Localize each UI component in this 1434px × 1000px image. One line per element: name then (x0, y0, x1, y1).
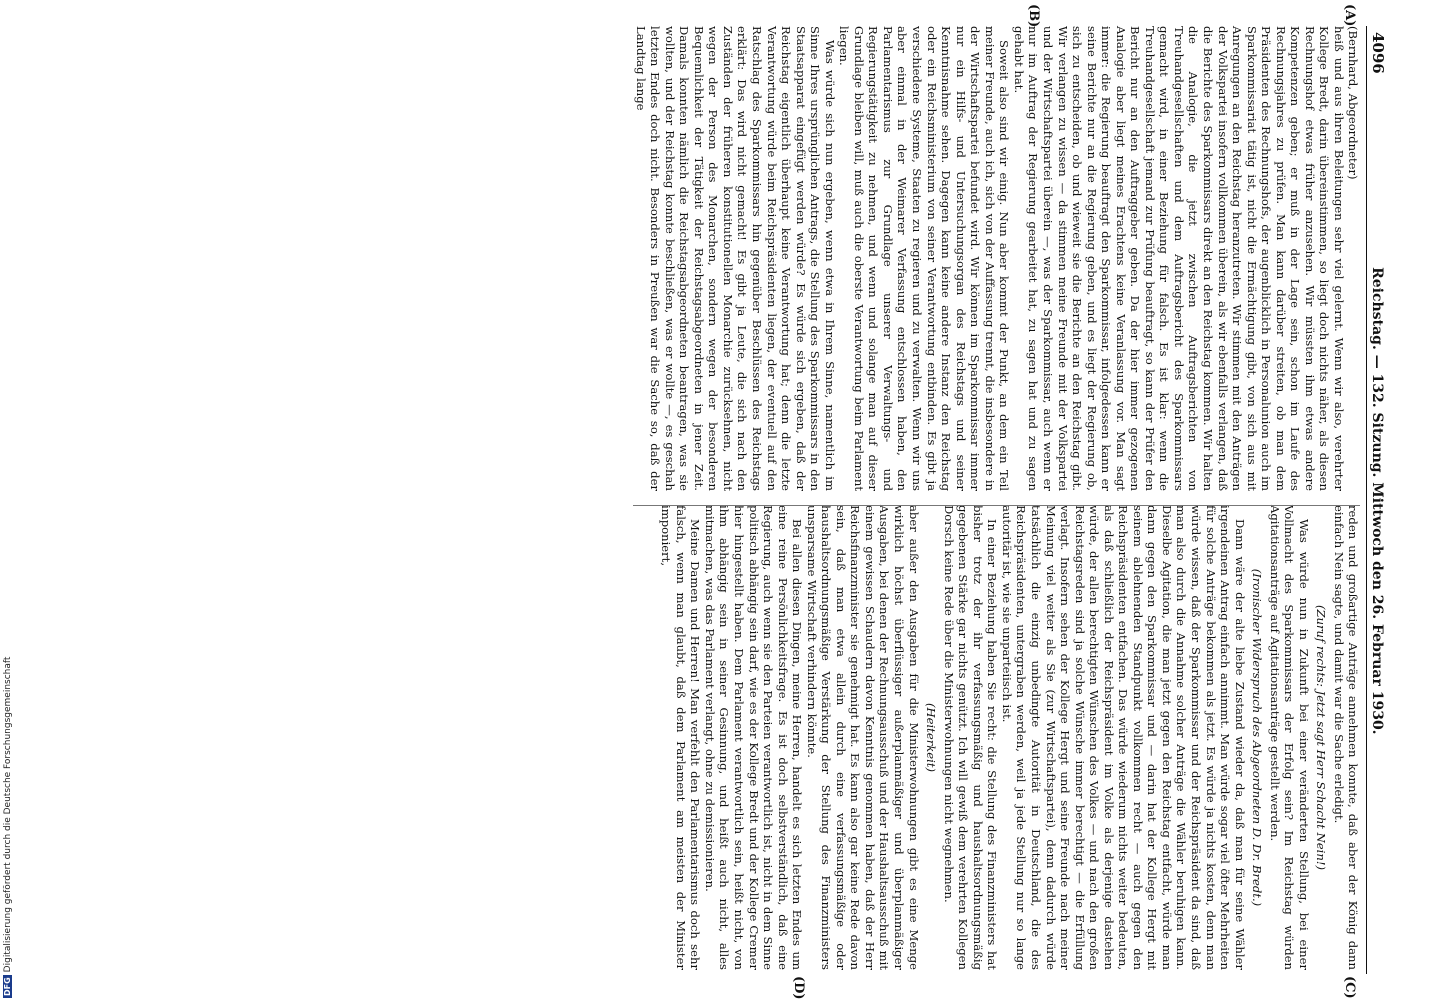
paragraph: Dann wäre der alte liebe Zustand wieder da, daß man für seine Wähler irgendeinen Antrag einfach annimmt. Man würde sogar viel öfter Mehrheiten für solche Anträge bekommen als jetzt. Es würde ja nichts kosten, denn man würde wissen, daß der Sparkommissar und der Reichspräsident da sind, daß man also durch die Annahme solcher Anträge die Wähler beruhigen kann. Dieselbe Agitation, die man jetzt gegen den Reichstag entfacht, würde man dann gegen den Sparkommissar und — darin hat der Kollege Hergt mit seinem ablehnenden Standpunkt vollkommen recht — auch gegen den Reichspräsidenten entfachen. Das würde wiederum nichts weiter bedeuten, als daß schließlich der Reichspräsident im Volke als derjenige dastehen würde, der allen berechtigten Wünschen des Volkes — und nach den großen Reichstagsreden sind ja solche Wünsche immer berechtigt — die Erfüllung verlagt. Insofern sehen der Kollege Hergt und seine Freunde nach meiner Meinung viel weiter als Sie (zur Wirtschaftspartei), denn dadurch würde tatsächlich die einzig unbedingte Autorität in Deutschland, die des Reichspräsidenten, untergraben werden, weil ja jede Stellung nur so lange autoritär ist, wie sie unparteiisch ist. (999, 505, 1247, 970)
page-number: 4096 (1369, 32, 1387, 74)
paragraph: (Bernhard, Abgeordneter) (1346, 26, 1361, 180)
margin-marker-b: (B) (1026, 4, 1042, 28)
paragraph: heiß und aus ihren Beleitungen sehr viel gelernt. Wenn wir also, verehrter Kollege Bredt, darin übereinstimmen, so liegt doch nichts näher, als diesen Rechnungshof etwas früher anzusehen. Wir müssten ihm etwas andere Kompetenzen geben; er muß in der Lage sein, schon im Laufe des Rechnungsjahres zu prüfen. Man kann darüber streiten, ob man dem Präsidenten des Rechnungshofs, der augenblicklich in Personalunion auch im Sparkommissariat tätig ist, nicht die Ermächtigung gibt, von sich aus mit Anregungen an den Reichstag heranzutreten. Wir stimmen mit den Anträgen der Volkspartei insofern vollkommen überein, als wir ebenfalls verlangen, daß die Berichte des Sparkommissars direkt an den Reichstag kommen. Wir halten die Analogie, die jetzt zwischen Auftragsberichten von Treuhandgesellschaften und dem Auftragsbericht des Sparkommissars gemacht wird, in einer Beziehung für falsch. Es ist klar: wenn die Treuhandgesellschaft jemand zur Prüfung beauftragt, so kann der Prüfer den Bericht nur an den Auftraggeber geben. Da der hier immer gezogenen Analogie aber liegt meines Erachtens keine Veranlassung vor. Man sagt immer: die Regierung beauftragt den Sparkommissar, infolgedessen kann er seine Berichte nur an die Regierung geben, und es liegt der Regierung ob, sich zu entscheiden, ob und wieweit sie die Berichte an den Reichstag gibt. Wir verlangen zu wissen — da stimmen meine Freunde mit der Volkspartei und der Wirtschaftspartei überein —, was der Sparkommissar, auch wenn er nur im Auftrag der Regierung gearbeitet hat, zu sagen hat und zu sagen gehabt hat. (1011, 26, 1346, 491)
paragraph: (Heiterkeit) (924, 702, 939, 773)
column-divider (633, 505, 1360, 506)
running-title: Reichstag. — 132. Sitzung. Mittwoch den 26. Februar 1930. (1369, 267, 1385, 735)
digitization-credit (3, 598, 13, 998)
margin-marker-d: (D) (791, 976, 807, 1000)
dfg-logo: DFG (3, 977, 12, 996)
paragraph: In einer Beziehung haben Sie recht: die Stellung des Finanzministers hat bisher trotz der ihr verfassungsmäßig und haushaltsordnungsmäßig gegebenen Stärke gar nichts genützt. Ich will gewiß dem verehrten Kollegen Dorsch keine Rede über die Ministerwohnungen nicht wegnehmen. (941, 505, 1000, 970)
paragraph: Was würde nun in Zukunft bei einer veränderten Stellung, bei einer Vollmacht des Sparkommissars der Erfolg sein? Im Reichstag würden Agitationsanträge auf Agitationsanträge gestellt werden. (1267, 505, 1311, 970)
left-column (633, 26, 1360, 491)
document-page (105, 0, 1395, 1000)
paragraph: Soweit also sind wir einig. Nun aber kommt der Punkt, an dem ein Teil meiner Freunde, auch ich, sich von der Auffassung trennt, die insbesondere in der Wirtschaftspartei befundet wird. Wir können im Sparkommissar immer nur ein Hilfs- und Untersuchungsorgan des Reichstags und seiner Kenntnisnahme sehen. Dagegen kann keine andere Instanz den Reichstag oder ein Reichsministerium von seiner Verantwortung entbinden. Es gibt ja verschiedene Systeme, Staaten zu regieren und zu verwalten. Wenn wir uns aber einmal in der Weimarer Verfassung entschlossen haben, den Parlamentarismus zur Grundlage unserer Verwaltungs- und Regierungstätigkeit zu nehmen, und wenn und solange man auf dieser Grundlage bleiben will, muß auch die oberste Verantwortung beim Parlament liegen. (837, 26, 1012, 491)
credit-text: Digitalisierung gefördert durch die Deutsche Forschungsgemeinschaft (3, 656, 13, 973)
paragraph: Bei allen diesen Dingen, meine Herren, handelt es sich letzten Endes um eine reine Persönlichkeitsfrage. Es ist doch selbstverständlich, daß eine Regierung, auch wenn sie den Parteien verantwortlich ist, nicht in dem Sinne politisch abhängig sein darf, wie es der Kollege Bredt und der Kollege Cremer hier hingestellt haben. Dem Parlament verantwortlich sein, heißt nicht, von ihm abhängig sein in seiner Gesinnung, und heißt auch nicht, alles mitmachen, was das Parlament verlangt, ohne zu demissionieren. (702, 505, 805, 970)
margin-marker-c: (C) (1342, 976, 1358, 999)
paragraph: reden und großartige Anträge annehmen konnte, daß aber der König dann einfach Nein sagte, und damit war die Sache erledigt. (1331, 505, 1361, 970)
paragraph: (Ironischer Widerspruch des Abgeordneten D. Dr. Bredt.) (1250, 568, 1265, 907)
page-header (1366, 26, 1385, 974)
paragraph: aber außer den Ausgaben für die Ministerwohnungen gibt es eine Menge wirklich höchst überflüssiger außerplanmäßiger und überplanmäßiger Ausgaben, bei denen der Rechnungsausschuß und der Haushaltsausschuß mit einem gewissen Schaudern davon Kenntnis genommen haben, daß der Herr Reichsfinanzminister sie genehmigt hat. Es kann also gar keine Rede davon sein, daß man etwa allein durch eine verfassungsmäßige oder haushaltsordnungsmäßige Verstärkung der Stellung des Finanzministers unsparsame Wirtschaft verhindern könnte. (804, 505, 921, 970)
right-column (633, 505, 1360, 970)
margin-marker-a: (A) (1342, 4, 1358, 27)
text-columns (633, 4, 1361, 1000)
paragraph: (Zuruf rechts: Jetzt sagt Herr Schacht Nein!) (1314, 604, 1329, 871)
paragraph: Meine Damen und Herren! Man verfehlt den Parlamentarismus doch sehr falsch, wenn man glaubt, daß dem Parlament am meisten der Minister imponiert, (659, 505, 703, 970)
paragraph: Was würde sich nun ergeben, wenn etwa in Ihrem Sinne, namentlich im Sinne Ihres ursprünglichen Antrags, die Stellung des Sparkommissars in den Staatsapparat eingefügt werden würde? Es würde sich ergeben, daß der Reichstag eigentlich überhaupt keine Verantwortung hat; denn die letzte Verantwortung würde beim Reichspräsidenten liegen, der eventuell auf den Ratschlag des Sparkommissars hin gegenüber Beschlüssen des Reichstags erklärt: Das wird nicht gemacht! Es gibt ja Leute, die sich nach den Zuständen der früheren konstitutionellen Monarchie zurücksehnen, nicht wegen der Person des Monarchen, sondern wegen der besonderen Bequemlichkeit der Tätigkeit der Reichstagsabgeordneten in jener Zeit. Damals konnten nämlich die Reichstagsabgeordneten beantragen, was sie wollten, und der Reichstag konnte beschließen, was er wollte —, es geschah letzten Endes doch nicht. Besonders in Preußen war die Sache so, daß der Landtag lange (633, 26, 837, 491)
